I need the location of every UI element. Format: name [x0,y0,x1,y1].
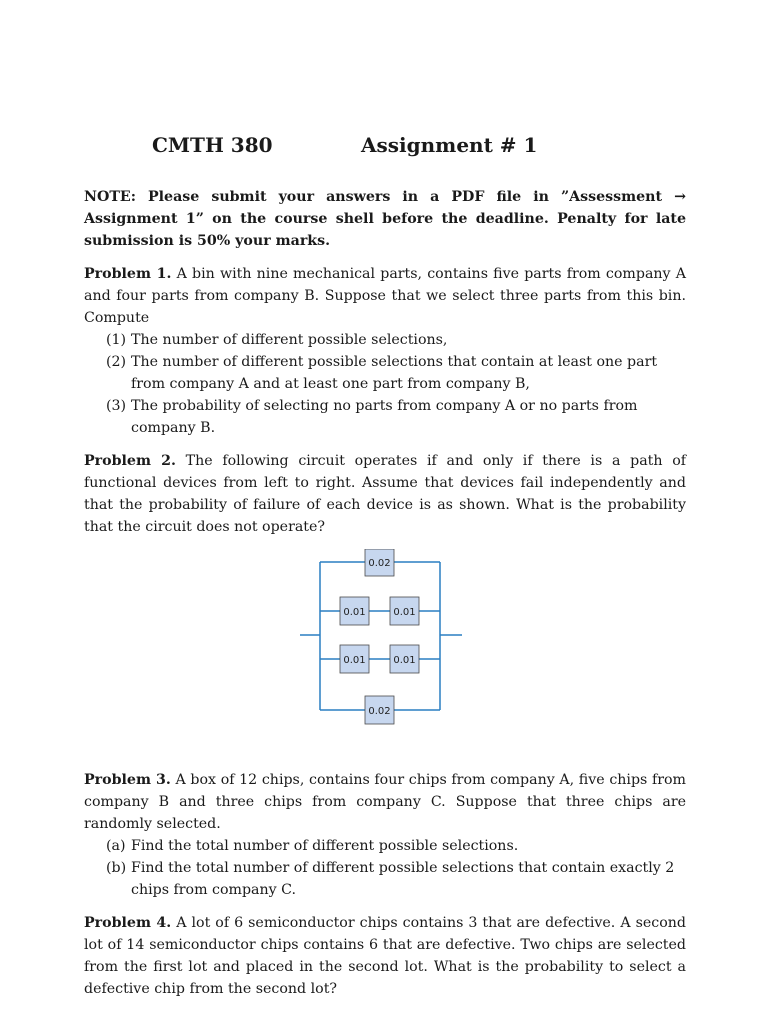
device-row3-left [340,645,369,673]
problem-2 [84,450,686,538]
problem-3-statement [84,769,686,835]
problem-1 [84,263,686,439]
item-text: Find the total number of different possible selections that contain exactly 2 chips from company C. [131,860,675,898]
item-number: (a) [106,838,126,854]
problem-3-text: A box of 12 chips, contains four chips from company A, five chips from company B and three chips from company C. Suppose that three chips are randomly selected. [84,772,686,832]
device-row3-right [390,645,419,673]
item-text: The number of different possible selections, [131,332,448,348]
device-row2-left [340,597,369,625]
device-row2-left-label: 0.01 [343,607,366,618]
device-bottom [365,696,394,724]
course-code: CMTH 380 [152,133,273,157]
assignment-title: Assignment # 1 [361,133,538,157]
device-top [365,549,394,576]
item-number: (1) [106,332,127,348]
device-row3-right-label: 0.01 [393,655,416,666]
device-row2-right-label: 0.01 [393,607,416,618]
problem-2-label: Problem 2. [84,453,176,469]
circuit-diagram [84,549,686,755]
submission-note: NOTE: Please submit your answers in a PDF file in ”Assessment → Assignment 1” on the course shell before the deadline. Penalty for late submission is 50% your marks. [84,189,686,249]
list-item [84,395,686,439]
list-item [84,329,686,351]
problem-2-text: The following circuit operates if and only if there is a path of functional devices from left to right. Assume that devices fail independently and that the probability of failure of each device is as shown. What is the probability that the circuit does not operate? [84,453,686,535]
item-text: Find the total number of different possible selections. [131,838,519,854]
item-number: (b) [106,860,127,876]
problem-4-statement [84,912,686,1000]
list-item [84,857,686,901]
list-item [84,835,686,857]
document-body [84,186,686,1011]
problem-1-label: Problem 1. [84,266,172,282]
device-row2-right [390,597,419,625]
list-item [84,351,686,395]
problem-1-statement [84,263,686,329]
device-row3-left-label: 0.01 [343,655,366,666]
item-number: (2) [106,354,127,370]
item-number: (3) [106,398,127,414]
problem-3-items [84,835,686,901]
problem-1-text: A bin with nine mechanical parts, contains five parts from company A and four parts from company B. Suppose that we select three parts from this bin. Compute [84,266,686,326]
problem-4 [84,912,686,1000]
title-row [152,130,612,162]
circuit-svg [298,549,462,731]
item-text: The number of different possible selections that contain at least one part from company A and at least one part from company B, [131,354,658,392]
device-bottom-label: 0.02 [368,706,391,717]
problem-4-text: A lot of 6 semiconductor chips contains 3 that are defective. A second lot of 14 semiconductor chips contains 6 that are defective. Two chips are selected from the first lot and placed in the second lot. What is the probability to select a defective chip from the second lot? [84,915,686,997]
problem-2-statement [84,450,686,538]
problem-1-items [84,329,686,439]
problem-3 [84,769,686,901]
problem-4-label: Problem 4. [84,915,172,931]
problem-3-label: Problem 3. [84,772,171,788]
device-top-label: 0.02 [368,558,391,569]
circuit-wires [300,562,462,710]
item-text: The probability of selecting no parts from company A or no parts from company B. [131,398,638,436]
